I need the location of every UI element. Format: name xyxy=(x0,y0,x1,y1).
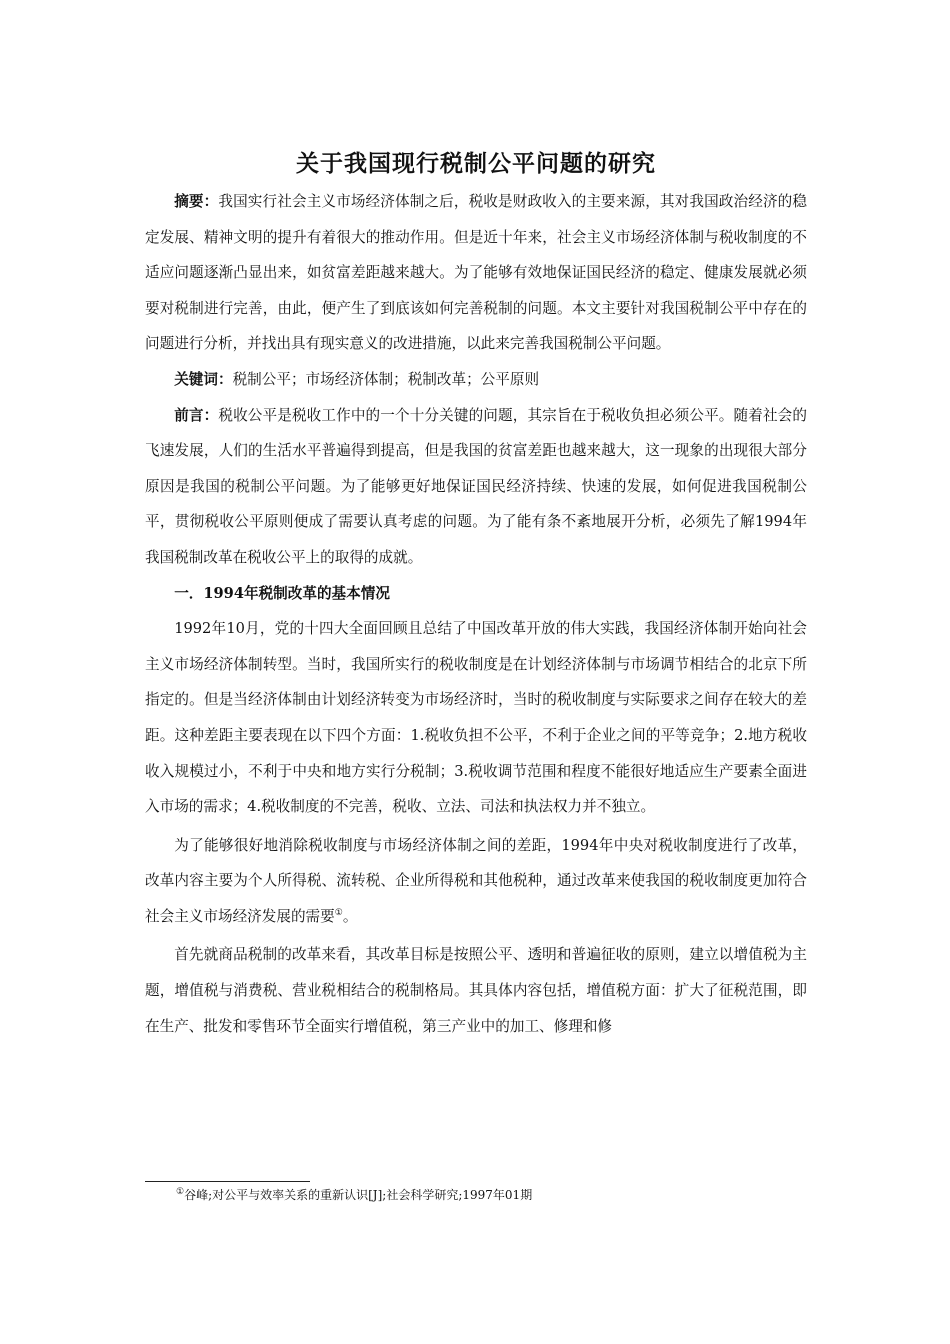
body-paragraph: 1992年10月，党的十四大全面回顾且总结了中国改革开放的伟大实践，我国经济体制开始向社会主义市场经济体制转型。当时，我国所实行的税收制度是在计划经济体制与市场调节相结合的北京下所指定的。但是当经济体制由计划经济转变为市场经济时，当时的税收制度与实际要求之间存在较大的差距。这种差距主要表现在以下四个方面：1.税收负担不公平，不利于企业之间的平等竞争；2.地方税收收入规模过小，不利于中央和地方实行分税制；3.税收调节范围和程度不能很好地适应生产要素全面进入市场的需求；4.税收制度的不完善，税收、立法、司法和执法权力并不独立。 xyxy=(145,620,807,816)
preface-paragraph xyxy=(145,398,807,576)
section-heading: 一．1994年税制改革的基本情况 xyxy=(174,584,390,602)
page-body xyxy=(145,146,807,1044)
body-paragraph xyxy=(145,828,807,935)
abstract-label: 摘要： xyxy=(174,193,219,210)
keywords-label: 关键词： xyxy=(174,370,233,388)
footnote-reference[interactable]: ① xyxy=(334,908,343,919)
footnote xyxy=(176,1186,532,1204)
keywords-text: 税制公平；市场经济体制；税制改革；公平原则 xyxy=(232,370,540,388)
keywords-paragraph xyxy=(145,362,807,398)
paper-title: 关于我国现行税制公平问题的研究 xyxy=(296,150,656,177)
footnote-marker: ① xyxy=(176,1187,185,1197)
footnote-divider xyxy=(145,1181,310,1182)
body-paragraph: 首先就商品税制的改革来看，其改革目标是按照公平、透明和普遍征收的原则，建立以增值税为主题，增值税与消费税、营业税相结合的税制格局。其具体内容包括，增值税方面：扩大了征税范围，即在生产、批发和零售环节全面实行增值税，第三产业中的加工、修理和修 xyxy=(145,946,807,1035)
abstract-text: 我国实行社会主义市场经济体制之后，税收是财政收入的主要来源，其对我国政治经济的稳定发展、精神文明的提升有着很大的推动作用。但是近十年来，社会主义市场经济体制与税收制度的不适应问题逐渐凸显出来，如贫富差距越来越大。为了能够有效地保证国民经济的稳定、健康发展就必须要对税制进行完善，由此，便产生了到底该如何完善税制的问题。本文主要针对我国税制公平中存在的问题进行分析，并找出具有现实意义的改进措施，以此来完善我国税制公平问题。 xyxy=(145,193,807,353)
abstract-paragraph xyxy=(145,184,807,362)
preface-label: 前言： xyxy=(174,406,219,424)
paragraph-end: 。 xyxy=(342,907,358,925)
footnote-text: 谷峰;对公平与效率关系的重新认识[J];社会科学研究;1997年01期 xyxy=(184,1188,533,1202)
paragraph-text: 为了能够很好地消除税收制度与市场经济体制之间的差距，1994年中央对税收制度进行了改革，改革内容主要为个人所得税、流转税、企业所得税和其他税种，通过改革来使我国的税收制度更加符合社会主义市场经济发展的需要 xyxy=(145,836,807,925)
preface-text: 税收公平是税收工作中的一个十分关键的问题，其宗旨在于税收负担必须公平。随着社会的飞速发展，人们的生活水平普遍得到提高，但是我国的贫富差距也越来越大，这一现象的出现很大部分原因是我国的税制公平问题。为了能够更好地保证国民经济持续、快速的发展，如何促进我国税制公平，贯彻税收公平原则便成了需要认真考虑的问题。为了能有条不紊地展开分析，必须先了解1994年我国税制改革在税收公平上的取得的成就。 xyxy=(145,406,807,566)
